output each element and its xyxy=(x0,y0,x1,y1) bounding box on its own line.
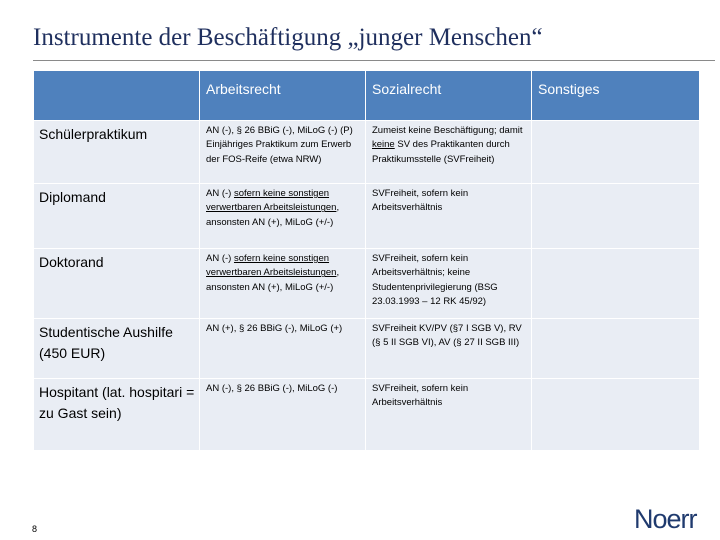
cell-arbeitsrecht: AN (-) sofern keine sonstigen verwertbaren Arbeitsleistungen, ansonsten AN (+), MiLoG (+/-) xyxy=(200,249,366,319)
row-label: Doktorand xyxy=(34,249,200,319)
cell-sozialrecht: SVFreiheit, sofern kein Arbeitsverhältnis; keine Studentenprivilegierung (BSG 23.03.1993 – 12 RK 45/92) xyxy=(366,249,532,319)
cell-sozialrecht: SVFreiheit, sofern kein Arbeitsverhältnis xyxy=(366,379,532,451)
page-number: 8 xyxy=(32,524,38,534)
table-row xyxy=(34,184,700,249)
table-row xyxy=(34,319,700,379)
row-label: Studentische Aushilfe (450 EUR) xyxy=(34,319,200,379)
table-row xyxy=(34,249,700,319)
row-label: Diplomand xyxy=(34,184,200,249)
cell-arbeitsrecht: AN (-) sofern keine sonstigen verwertbaren Arbeitsleistungen, ansonsten AN (+), MiLoG (+/-) xyxy=(200,184,366,249)
header-corner xyxy=(34,71,200,121)
cell-sonstiges xyxy=(532,319,700,379)
table-header-row xyxy=(34,71,700,121)
cell-sonstiges xyxy=(532,379,700,451)
header-sozialrecht: Sozialrecht xyxy=(366,71,532,121)
noerr-logo xyxy=(634,502,710,534)
cell-arbeitsrecht: AN (+), § 26 BBiG (-), MiLoG (+) xyxy=(200,319,366,379)
row-label: Schülerpraktikum xyxy=(34,121,200,184)
table-row xyxy=(34,121,700,184)
title-divider xyxy=(33,60,715,61)
slide-title: Instrumente der Beschäftigung „junger Menschen“ xyxy=(33,24,543,51)
cell-sonstiges xyxy=(532,249,700,319)
header-arbeitsrecht: Arbeitsrecht xyxy=(200,71,366,121)
svg-text:Noerr: Noerr xyxy=(634,504,697,534)
cell-sonstiges xyxy=(532,121,700,184)
cell-arbeitsrecht: AN (-), § 26 BBiG (-), MiLoG (-) (P) Einjähriges Praktikum zum Erwerb der FOS-Reife (etwa NRW) xyxy=(200,121,366,184)
table-row xyxy=(34,379,700,451)
cell-sozialrecht: Zumeist keine Beschäftigung; damit keine SV des Praktikanten durch Praktikumsstelle (SVFreiheit) xyxy=(366,121,532,184)
header-sonstiges: Sonstiges xyxy=(532,71,700,121)
cell-arbeitsrecht: AN (-), § 26 BBiG (-), MiLoG (-) xyxy=(200,379,366,451)
row-label: Hospitant (lat. hospitari = zu Gast sein) xyxy=(34,379,200,451)
comparison-table xyxy=(33,70,700,451)
cell-sozialrecht: SVFreiheit, sofern kein Arbeitsverhältnis xyxy=(366,184,532,249)
cell-sonstiges xyxy=(532,184,700,249)
cell-sozialrecht: SVFreiheit KV/PV (§7 I SGB V), RV (§ 5 II SGB VI), AV (§ 27 II SGB III) xyxy=(366,319,532,379)
